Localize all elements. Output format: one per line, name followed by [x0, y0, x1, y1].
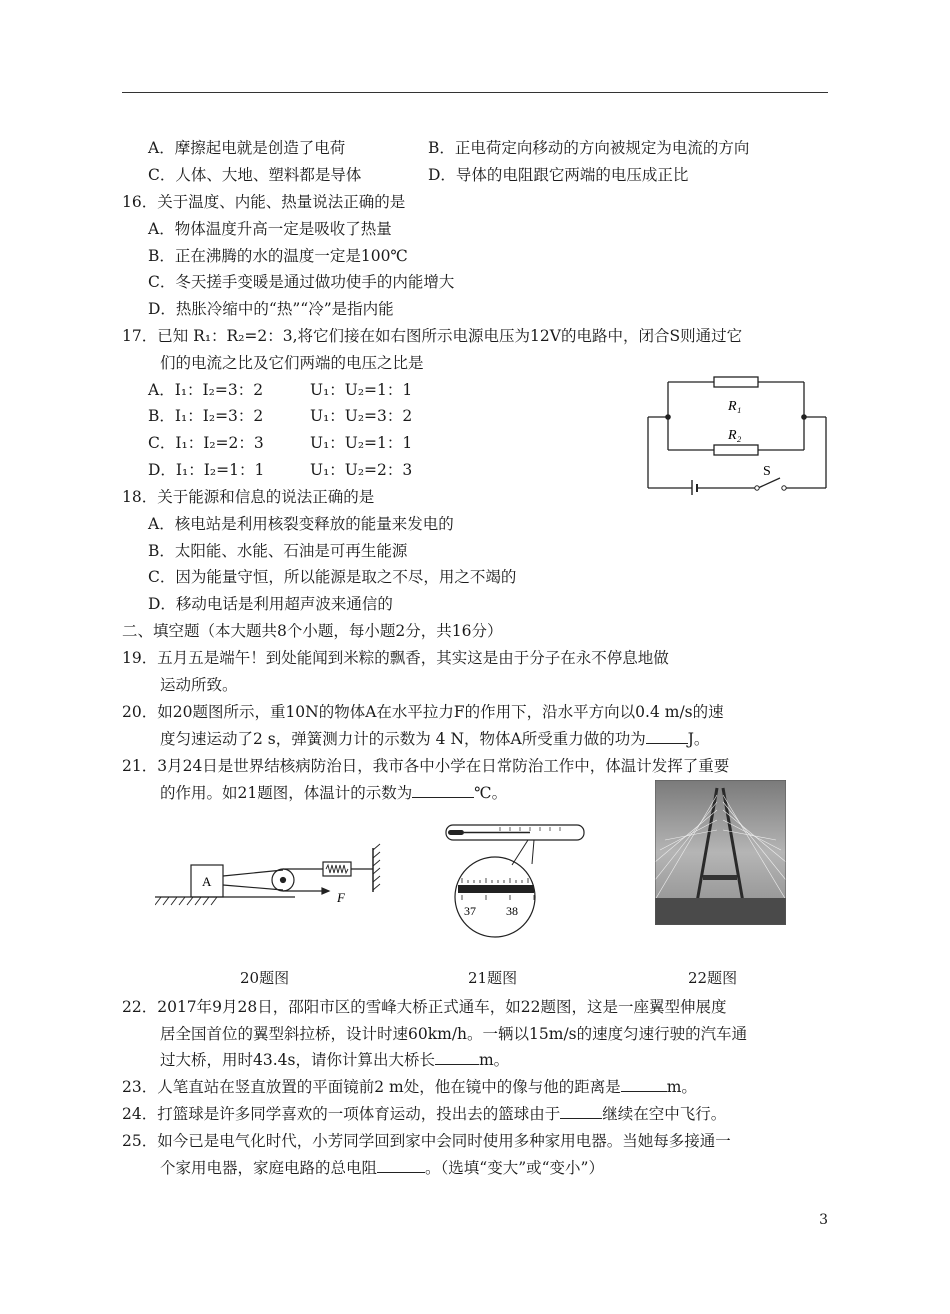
q20-answer-blank[interactable]: [646, 729, 688, 744]
q22-line1: 22．2017年9月28日，邵阳市区的雪峰大桥正式通车，如22题图，这是一座翼型伸展度: [122, 998, 727, 1016]
q17-option-b-voltage: U₁：U₂=3：2: [310, 407, 413, 425]
q17-circuit-diagram: [640, 370, 830, 495]
label-r1: R₁: [728, 399, 742, 414]
q17-option-c-current: C．I₁：I₂=2：3: [148, 434, 264, 452]
q15-option-b: B．正电荷定向移动的方向被规定为电流的方向: [428, 139, 750, 157]
q20-line1: 20．如20题图所示，重10N的物体A在水平拉力F的作用下，沿水平方向以0.4 m/s的速: [122, 703, 724, 721]
q17-option-d-current: D．I₁：I₂=1：1: [148, 461, 265, 479]
q21-line1: 21．3月24日是世界结核病防治日，我市各中小学在日常防治工作中，体温计发挥了重要: [122, 757, 730, 775]
fig21-thermometer: [440, 820, 590, 938]
fig20-label-f: F: [337, 890, 345, 905]
section-heading-fill-in: 二、填空题（本大题共8个小题，每小题2分，共16分）: [122, 622, 503, 640]
q25-line2-text: 个家用电器，家庭电路的总电阻: [160, 1159, 378, 1177]
q21-line2-unit: ℃。: [474, 784, 508, 802]
label-s: S: [763, 464, 771, 479]
q25-line2-end: 。（选填“变大”或“变小”）: [425, 1159, 604, 1177]
q24-text-end: 继续在空中飞行。: [602, 1105, 727, 1123]
q23-line: [122, 1077, 697, 1097]
switch-s: [758, 478, 780, 488]
q18-option-a: A．核电站是利用核裂变释放的能量来发电的: [148, 515, 454, 533]
q21-line2: [160, 783, 507, 803]
q23-text: 23．人笔直站在竖直放置的平面镜前2 m处，他在镜中的像与他的距离是: [122, 1078, 621, 1096]
q16-option-d: D．热胀冷缩中的“热”“冷”是指内能: [148, 300, 394, 318]
q17-option-b-current: B．I₁：I₂=3：2: [148, 407, 264, 425]
q24-text: 24．打篮球是许多同学喜欢的一项体育运动，投出去的篮球由于: [122, 1105, 561, 1123]
q22-line3: [160, 1050, 509, 1070]
fig21-tick-38: 38: [506, 904, 518, 918]
q18-option-c: C．因为能量守恒，所以能源是取之不尽，用之不竭的: [148, 568, 517, 586]
header-rule: [122, 92, 828, 93]
resistor-r2: [714, 445, 758, 455]
q25-line1: 25．如今已是电气化时代，小芳同学回到家中会同时使用多种家用电器。当她每多接通一: [122, 1132, 731, 1150]
fig21-tick-37: 37: [464, 904, 476, 918]
q22-line3-text: 过大桥，用时43.4s，请你计算出大桥长: [160, 1051, 435, 1069]
q18-option-b: B．太阳能、水能、石油是可再生能源: [148, 542, 408, 560]
q22-answer-blank[interactable]: [435, 1050, 479, 1065]
fig21-magnifier-circle: [455, 857, 535, 937]
page-number: 3: [819, 1212, 828, 1228]
q17-stem-line2: 们的电流之比及它们两端的电压之比是: [160, 354, 424, 372]
q20-line2-text: 度匀速运动了2 s，弹簧测力计的示数为 4 N，物体A所受重力做的功为: [160, 730, 646, 748]
fig22-caption: 22题图: [688, 969, 738, 987]
q25-answer-blank[interactable]: [377, 1158, 425, 1173]
q17-option-a-current: A．I₁：I₂=3：2: [148, 381, 264, 399]
q17-option-a-voltage: U₁：U₂=1：1: [310, 381, 413, 399]
q16-option-b: B．正在沸腾的水的温度一定是100℃: [148, 247, 408, 265]
q21-line2-text: 的作用。如21题图，体温计的示数为: [160, 784, 413, 802]
q18-option-d: D．移动电话是利用超声波来通信的: [148, 595, 393, 613]
q19-line2: 运动所致。: [160, 676, 238, 694]
q15-option-c: C．人体、大地、塑料都是导体: [148, 166, 362, 184]
fig21-caption: 21题图: [468, 969, 518, 987]
fig22-bridge-photo: [655, 780, 786, 925]
fig20-pulley-diagram: [155, 840, 385, 915]
label-r2: R₂: [728, 428, 742, 443]
q19-line1: 19．五月五是端午！到处能闻到米粽的飘香，其实这是由于分子在永不停息地做: [122, 649, 669, 667]
fig20-label-a: A: [202, 874, 212, 889]
q16-option-c: C．冬天搓手变暖是通过做功使手的内能增大: [148, 273, 455, 291]
fig20-caption: 20题图: [240, 969, 290, 987]
q15-option-d: D．导体的电阻跟它两端的电压成正比: [428, 166, 689, 184]
q15-option-a: A．摩擦起电就是创造了电荷: [148, 139, 346, 157]
q18-stem: 18．关于能源和信息的说法正确的是: [122, 488, 375, 506]
resistor-r1: [714, 377, 758, 387]
q17-stem-line1: 17．已知 R₁：R₂=2：3,将它们接在如右图所示电源电压为12V的电路中，闭合S则通过它: [122, 327, 743, 345]
q23-answer-blank[interactable]: [621, 1077, 667, 1092]
q20-line2-unit: J。: [687, 730, 710, 748]
q17-option-d-voltage: U₁：U₂=2：3: [310, 461, 413, 479]
q16-option-a: A．物体温度升高一定是吸收了热量: [148, 220, 392, 238]
q22-line3-unit: m。: [478, 1051, 510, 1069]
q16-stem: 16．关于温度、内能、热量说法正确的是: [122, 193, 406, 211]
q20-line2: [160, 729, 709, 749]
fig20-force-arrow: [322, 888, 329, 894]
q24-answer-blank[interactable]: [560, 1104, 602, 1119]
q17-option-c-voltage: U₁：U₂=1：1: [310, 434, 413, 452]
q21-answer-blank[interactable]: [412, 783, 474, 798]
q23-unit: m。: [666, 1078, 697, 1096]
q22-line2: 居全国首位的翼型斜拉桥，设计时速60km/h。一辆以15m/s的速度匀速行驶的汽车通: [160, 1025, 748, 1043]
q24-line: [122, 1104, 726, 1124]
q25-line2: [160, 1158, 604, 1178]
